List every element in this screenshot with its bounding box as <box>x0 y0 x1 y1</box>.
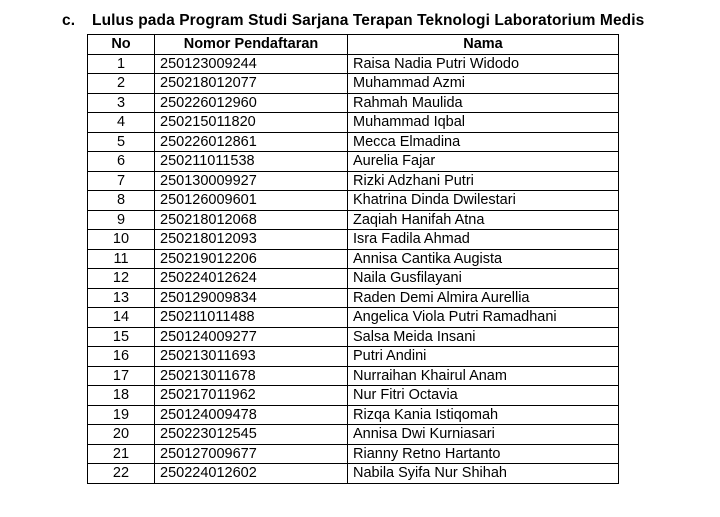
cell-name: Rizqa Kania Istiqomah <box>348 405 619 425</box>
table-row <box>88 93 619 113</box>
cell-no: 6 <box>88 152 155 172</box>
cell-name: Raisa Nadia Putri Widodo <box>348 54 619 74</box>
cell-no: 15 <box>88 327 155 347</box>
cell-name: Raden Demi Almira Aurellia <box>348 288 619 308</box>
table-row <box>88 327 619 347</box>
cell-name: Muhammad Iqbal <box>348 113 619 133</box>
cell-name: Rianny Retno Hartanto <box>348 444 619 464</box>
cell-registration-number: 250219012206 <box>155 249 348 269</box>
table-row <box>88 366 619 386</box>
table-row <box>88 308 619 328</box>
cell-no: 1 <box>88 54 155 74</box>
cell-name: Rahmah Maulida <box>348 93 619 113</box>
cell-no: 5 <box>88 132 155 152</box>
cell-registration-number: 250126009601 <box>155 191 348 211</box>
cell-registration-number: 250218012093 <box>155 230 348 250</box>
cell-no: 16 <box>88 347 155 367</box>
cell-no: 20 <box>88 425 155 445</box>
table-row <box>88 113 619 133</box>
cell-registration-number: 250223012545 <box>155 425 348 445</box>
cell-registration-number: 250213011693 <box>155 347 348 367</box>
cell-no: 12 <box>88 269 155 289</box>
cell-name: Rizki Adzhani Putri <box>348 171 619 191</box>
cell-registration-number: 250127009677 <box>155 444 348 464</box>
cell-name: Salsa Meida Insani <box>348 327 619 347</box>
cell-name: Nabila Syifa Nur Shihah <box>348 464 619 484</box>
table-row <box>88 405 619 425</box>
cell-registration-number: 250123009244 <box>155 54 348 74</box>
section-marker: c. <box>62 12 76 29</box>
table-row <box>88 288 619 308</box>
cell-registration-number: 250224012624 <box>155 269 348 289</box>
cell-no: 8 <box>88 191 155 211</box>
table-row <box>88 54 619 74</box>
cell-no: 13 <box>88 288 155 308</box>
cell-registration-number: 250224012602 <box>155 464 348 484</box>
cell-registration-number: 250217011962 <box>155 386 348 406</box>
table-row <box>88 191 619 211</box>
cell-registration-number: 250213011678 <box>155 366 348 386</box>
table-row <box>88 347 619 367</box>
cell-no: 2 <box>88 74 155 94</box>
header-registration-number: Nomor Pendaftaran <box>155 35 348 55</box>
cell-registration-number: 250226012861 <box>155 132 348 152</box>
table-row <box>88 74 619 94</box>
cell-no: 14 <box>88 308 155 328</box>
table-row <box>88 230 619 250</box>
cell-registration-number: 250218012077 <box>155 74 348 94</box>
table-row <box>88 132 619 152</box>
cell-registration-number: 250211011538 <box>155 152 348 172</box>
cell-registration-number: 250215011820 <box>155 113 348 133</box>
cell-registration-number: 250218012068 <box>155 210 348 230</box>
cell-name: Isra Fadila Ahmad <box>348 230 619 250</box>
cell-registration-number: 250130009927 <box>155 171 348 191</box>
table-row <box>88 444 619 464</box>
table-header-row <box>88 35 619 55</box>
cell-no: 3 <box>88 93 155 113</box>
cell-no: 22 <box>88 464 155 484</box>
table-row <box>88 269 619 289</box>
cell-name: Annisa Cantika Augista <box>348 249 619 269</box>
cell-name: Annisa Dwi Kurniasari <box>348 425 619 445</box>
cell-no: 10 <box>88 230 155 250</box>
table-row <box>88 210 619 230</box>
cell-registration-number: 250211011488 <box>155 308 348 328</box>
cell-name: Nurraihan Khairul Anam <box>348 366 619 386</box>
section-title: Lulus pada Program Studi Sarjana Terapan Teknologi Laboratorium Medis <box>92 12 645 29</box>
section-heading <box>62 12 644 30</box>
table-body <box>88 54 619 483</box>
header-name: Nama <box>348 35 619 55</box>
cell-no: 11 <box>88 249 155 269</box>
cell-no: 9 <box>88 210 155 230</box>
table-row <box>88 249 619 269</box>
cell-name: Putri Andini <box>348 347 619 367</box>
cell-no: 4 <box>88 113 155 133</box>
cell-name: Naila Gusfilayani <box>348 269 619 289</box>
cell-no: 19 <box>88 405 155 425</box>
table-row <box>88 171 619 191</box>
cell-registration-number: 250124009277 <box>155 327 348 347</box>
table-row <box>88 425 619 445</box>
cell-no: 17 <box>88 366 155 386</box>
cell-name: Mecca Elmadina <box>348 132 619 152</box>
cell-name: Khatrina Dinda Dwilestari <box>348 191 619 211</box>
cell-name: Aurelia Fajar <box>348 152 619 172</box>
cell-name: Nur Fitri Octavia <box>348 386 619 406</box>
table-row <box>88 386 619 406</box>
table-row <box>88 152 619 172</box>
cell-no: 7 <box>88 171 155 191</box>
cell-no: 18 <box>88 386 155 406</box>
header-no: No <box>88 35 155 55</box>
cell-name: Angelica Viola Putri Ramadhani <box>348 308 619 328</box>
cell-registration-number: 250129009834 <box>155 288 348 308</box>
cell-name: Zaqiah Hanifah Atna <box>348 210 619 230</box>
table-row <box>88 464 619 484</box>
cell-no: 21 <box>88 444 155 464</box>
cell-registration-number: 250226012960 <box>155 93 348 113</box>
cell-registration-number: 250124009478 <box>155 405 348 425</box>
cell-name: Muhammad Azmi <box>348 74 619 94</box>
graduates-table <box>87 34 619 484</box>
